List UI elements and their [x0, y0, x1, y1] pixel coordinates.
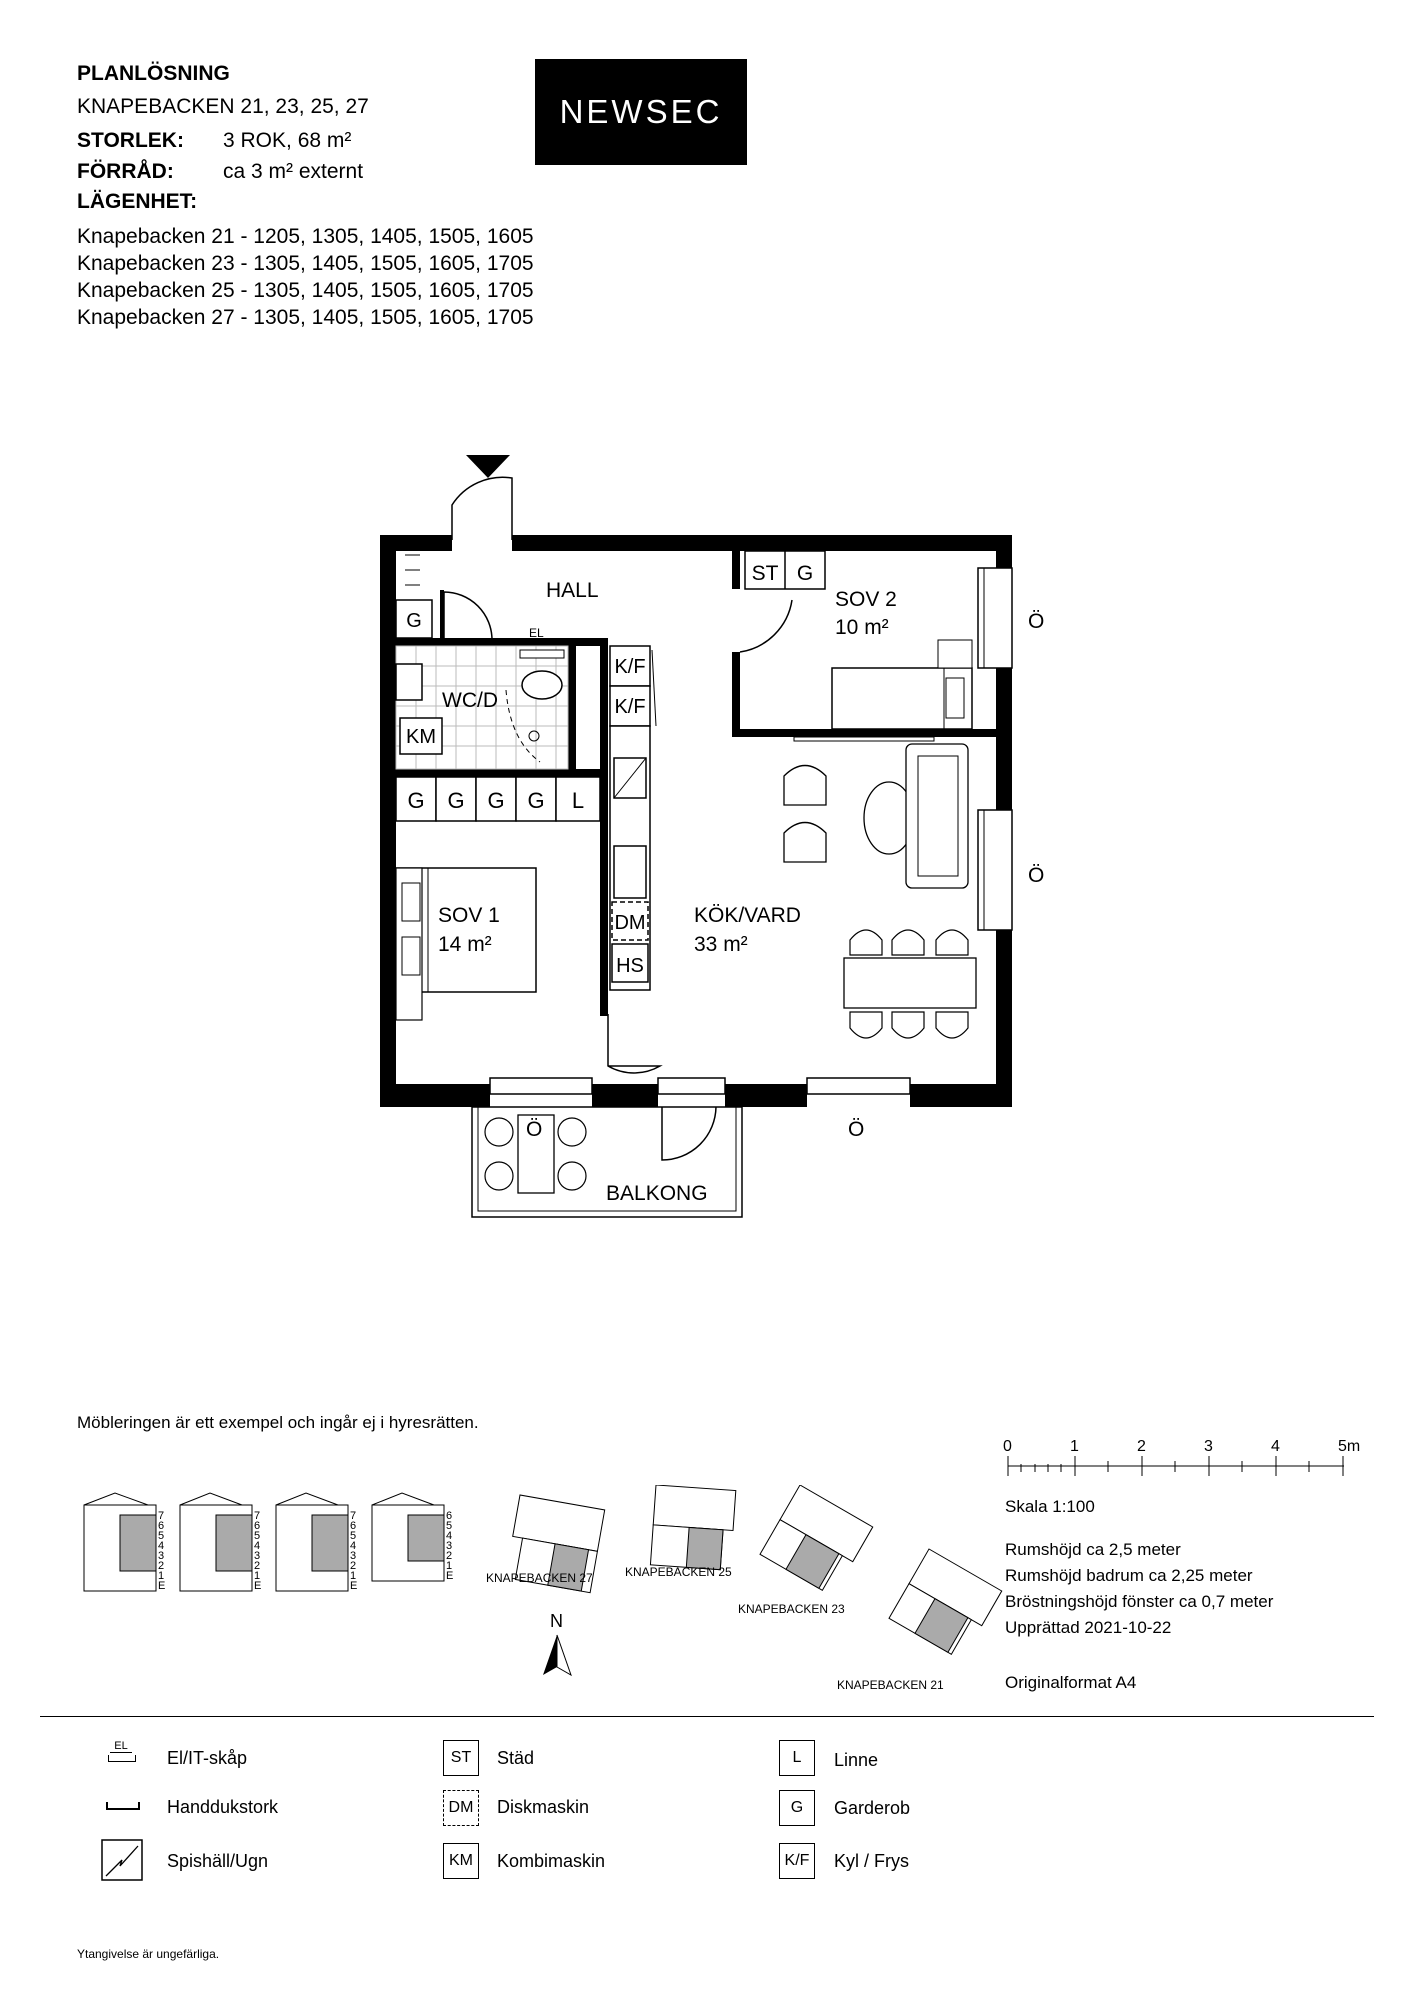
svg-text:1: 1	[350, 1570, 357, 1582]
building-label: KNAPEBACKEN 21	[837, 1678, 944, 1692]
dining-table	[844, 958, 976, 1008]
elevation-25	[180, 1493, 252, 1591]
balcony-door	[662, 1107, 716, 1160]
el-label: EL	[529, 626, 544, 640]
svg-text:0: 0	[1003, 1438, 1012, 1455]
window	[807, 1078, 910, 1094]
svg-text:4: 4	[158, 1540, 165, 1552]
fixture-label: G	[487, 788, 505, 813]
fixture-label: G	[447, 788, 465, 813]
legend-code-box: L	[779, 1740, 815, 1776]
legend-label: El/IT-skåp	[167, 1748, 248, 1768]
svg-text:7: 7	[350, 1510, 357, 1522]
furnishing-note: Möbleringen är ett exempel och ingår ej i hyresrätten.	[77, 1413, 479, 1432]
entry-door	[452, 477, 512, 540]
storage-value: ca 3 m² externt	[223, 160, 364, 183]
svg-text:4: 4	[350, 1540, 357, 1552]
elevation-27	[84, 1493, 156, 1591]
sofa	[906, 744, 968, 888]
floor-drain-icon	[529, 731, 539, 741]
north-arrow-icon	[543, 1635, 557, 1675]
wc-door	[444, 592, 492, 640]
date-text: Upprättad 2021-10-22	[1005, 1618, 1172, 1637]
svg-text:5: 5	[158, 1530, 165, 1542]
fixture-label: K/F	[614, 696, 646, 718]
room-label-sov1: SOV 1	[438, 904, 500, 927]
elevation-21	[372, 1493, 444, 1581]
svg-text:3: 3	[1204, 1438, 1213, 1455]
room-area-sov2: 10 m²	[835, 616, 889, 639]
north-label: N	[550, 1611, 563, 1631]
divider	[40, 1716, 1374, 1717]
armchairs	[784, 766, 826, 863]
legend-label: Handdukstork	[167, 1797, 279, 1817]
building-label: KNAPEBACKEN 23	[738, 1602, 845, 1616]
apartment-label: LÄGENHET:	[77, 190, 198, 213]
svg-text:6: 6	[446, 1510, 453, 1522]
ceiling-text: Rumshöjd ca 2,5 meter	[1005, 1540, 1181, 1559]
legend-label: Garderob	[834, 1798, 911, 1818]
svg-text:6: 6	[254, 1520, 261, 1532]
key-plans	[80, 1485, 880, 1725]
sov2-door	[740, 600, 792, 652]
ceiling-bath-text: Rumshöjd badrum ca 2,25 meter	[1005, 1566, 1253, 1585]
el-cabinet	[520, 650, 564, 658]
elevation-23	[276, 1493, 348, 1591]
legend-label: Diskmaskin	[497, 1797, 590, 1817]
svg-text:E: E	[254, 1580, 262, 1592]
window	[978, 568, 1012, 668]
fixture-label: G	[406, 610, 422, 632]
window	[490, 1078, 592, 1094]
fixture-label: L	[571, 788, 585, 813]
toilet	[522, 671, 562, 699]
svg-text:4: 4	[254, 1540, 261, 1552]
svg-text:1: 1	[446, 1560, 453, 1572]
fixture-label: G	[407, 788, 425, 813]
footnote: Ytangivelse är ungefärliga.	[77, 1947, 220, 1961]
svg-text:E: E	[446, 1570, 454, 1582]
legend-code-box: G	[779, 1790, 815, 1826]
window-label: Ö	[1028, 610, 1045, 633]
scale-bar	[1000, 1434, 1380, 1484]
svg-text:5: 5	[350, 1530, 357, 1542]
building-label: KNAPEBACKEN 27	[486, 1571, 593, 1585]
apartment-line: Knapebacken 21 - 1205, 1305, 1405, 1505, 1605	[77, 225, 534, 248]
svg-text:1: 1	[158, 1570, 165, 1582]
plan-title: PLANLÖSNING	[77, 62, 230, 85]
svg-text:1: 1	[1070, 1438, 1079, 1455]
room-label-wc: WC/D	[442, 689, 498, 712]
apartment-line: Knapebacken 23 - 1305, 1405, 1505, 1605, 1705	[77, 252, 534, 275]
apartment-line: Knapebacken 27 - 1305, 1405, 1505, 1605, 1705	[77, 306, 534, 329]
fixture-label: K/F	[614, 656, 646, 678]
address: KNAPEBACKEN 21, 23, 25, 27	[77, 95, 369, 118]
svg-text:1: 1	[254, 1570, 261, 1582]
entrance-arrow-icon	[466, 455, 510, 478]
towel-rail-icon	[106, 1802, 140, 1810]
fixture-label: HS	[616, 955, 644, 977]
room-area-sov1: 14 m²	[438, 933, 492, 956]
scale-text: Skala 1:100	[1005, 1497, 1095, 1516]
svg-text:7: 7	[254, 1510, 261, 1522]
window-label: Ö	[1028, 864, 1045, 887]
stove-icon	[100, 1838, 144, 1882]
fixture-label: G	[796, 562, 814, 585]
svg-text:3: 3	[350, 1550, 357, 1562]
legend-label: Linne	[834, 1750, 879, 1770]
svg-text:6: 6	[350, 1520, 357, 1532]
fixture-label: KM	[406, 726, 436, 748]
sill-text: Bröstningshöjd fönster ca 0,7 meter	[1005, 1592, 1274, 1611]
svg-text:2: 2	[254, 1560, 261, 1572]
svg-text:6: 6	[158, 1520, 165, 1532]
svg-text:2: 2	[158, 1560, 165, 1572]
svg-text:2: 2	[1137, 1438, 1146, 1455]
window-label: Ö	[526, 1118, 543, 1141]
format-text: Originalformat A4	[1005, 1673, 1137, 1692]
window-label: Ö	[848, 1118, 865, 1141]
svg-text:5: 5	[254, 1530, 261, 1542]
legend-label: Städ	[497, 1748, 535, 1768]
svg-text:2: 2	[350, 1560, 357, 1572]
size-value: 3 ROK, 68 m²	[223, 129, 352, 152]
balcony-label: BALKONG	[606, 1182, 708, 1205]
room-label-hall: HALL	[546, 579, 599, 602]
svg-text:E: E	[350, 1580, 358, 1592]
svg-text:7: 7	[158, 1510, 165, 1522]
legend-code-box: DM	[443, 1790, 479, 1826]
fixture-label: G	[527, 788, 545, 813]
legend-label: Kombimaskin	[497, 1851, 606, 1871]
apartment-line: Knapebacken 25 - 1305, 1405, 1505, 1605, 1705	[77, 279, 534, 302]
room-label-kok: KÖK/VARD	[694, 904, 801, 927]
svg-text:4: 4	[1271, 1438, 1280, 1455]
fixture-label: ST	[751, 562, 779, 585]
sink	[396, 664, 422, 700]
svg-text:3: 3	[158, 1550, 165, 1562]
room-label-sov2: SOV 2	[835, 588, 897, 611]
sov1-door	[608, 1014, 660, 1073]
window	[978, 810, 1012, 930]
room-area-kok: 33 m²	[694, 933, 748, 956]
legend-code-box: K/F	[779, 1843, 815, 1879]
newsec-logo: NEWSEC	[535, 59, 747, 165]
fixture-label: DM	[614, 912, 646, 934]
svg-text:5: 5	[446, 1520, 453, 1532]
svg-text:3: 3	[446, 1540, 453, 1552]
window	[658, 1078, 725, 1094]
legend-label: Kyl / Frys	[834, 1851, 909, 1871]
svg-text:E: E	[158, 1580, 166, 1592]
storage-label: FÖRRÅD:	[77, 160, 174, 183]
legend-code-box: KM	[443, 1843, 479, 1879]
building-label: KNAPEBACKEN 25	[625, 1565, 732, 1579]
legend-code-box: ST	[443, 1740, 479, 1776]
legend-label: Spishäll/Ugn	[167, 1851, 269, 1871]
el-cabinet-icon: EL	[104, 1740, 140, 1770]
size-label: STORLEK:	[77, 129, 184, 152]
building-21	[885, 1545, 1005, 1695]
svg-text:2: 2	[446, 1550, 453, 1562]
svg-text:3: 3	[254, 1550, 261, 1562]
svg-text:4: 4	[446, 1530, 453, 1542]
svg-text:5m: 5m	[1338, 1438, 1361, 1455]
